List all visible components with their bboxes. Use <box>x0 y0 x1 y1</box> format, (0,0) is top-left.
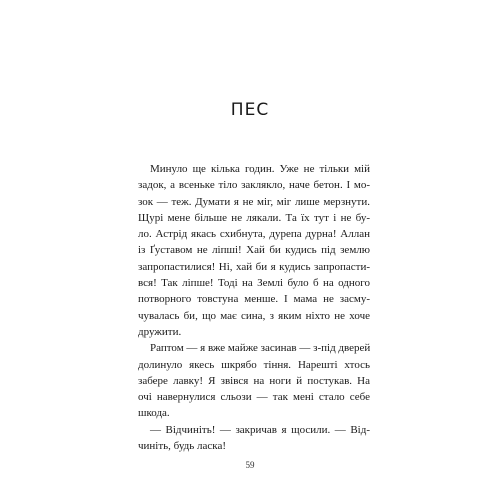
chapter-title: ПЕС <box>230 100 270 120</box>
text-line: чиніть, будь ласка! <box>138 440 227 453</box>
text-line: Щурі мене більше не лякали. Та їх тут і не бу- <box>138 211 370 224</box>
text-line: забере лавку! Я звівся на ноги й постукав. На <box>138 374 370 387</box>
paragraph-3 <box>138 422 370 455</box>
paragraph-2 <box>138 340 370 421</box>
text-line: очі навернулися сльози — так мені стало себе <box>138 391 370 404</box>
text-line: — Відчиніть! — закричав я щосили. — Від- <box>150 423 370 436</box>
text-line: долинуло якесь шкрябо тіння. Нарешті хтось <box>138 358 370 371</box>
text-line: Раптом — я вже майже засинав — з-під дверей <box>150 342 371 355</box>
text-line: задок, а всеньке тіло заклякло, наче бетон. І мо- <box>138 179 370 192</box>
text-line: дружити. <box>138 325 182 338</box>
text-line: вся! Так ліпше! Тоді на Землі було б на одного <box>138 277 370 290</box>
text-line: запропастилися! Ні, хай би я кудись запропасти- <box>138 260 370 273</box>
paragraph-1 <box>138 161 370 340</box>
text-line: зок — теж. Думати я не міг, міг лише мерзнути. <box>138 195 370 208</box>
text-line: Минуло ще кілька годин. Уже не тільки мій <box>150 163 370 175</box>
text-line: ло. Астрід якась схибнута, дурепа дурна! Аллан <box>138 228 370 241</box>
text-line: чувалась би, що має сина, з яким ніхто не хоче <box>138 309 370 322</box>
page-number: 59 <box>245 460 255 470</box>
body-text <box>138 161 370 454</box>
text-line: із Ґуставом не ліпші! Хай би кудись під землю <box>138 244 370 257</box>
text-line: шкода. <box>138 407 170 420</box>
text-line: потворного товстуна менше. І мама не засму- <box>138 293 370 306</box>
